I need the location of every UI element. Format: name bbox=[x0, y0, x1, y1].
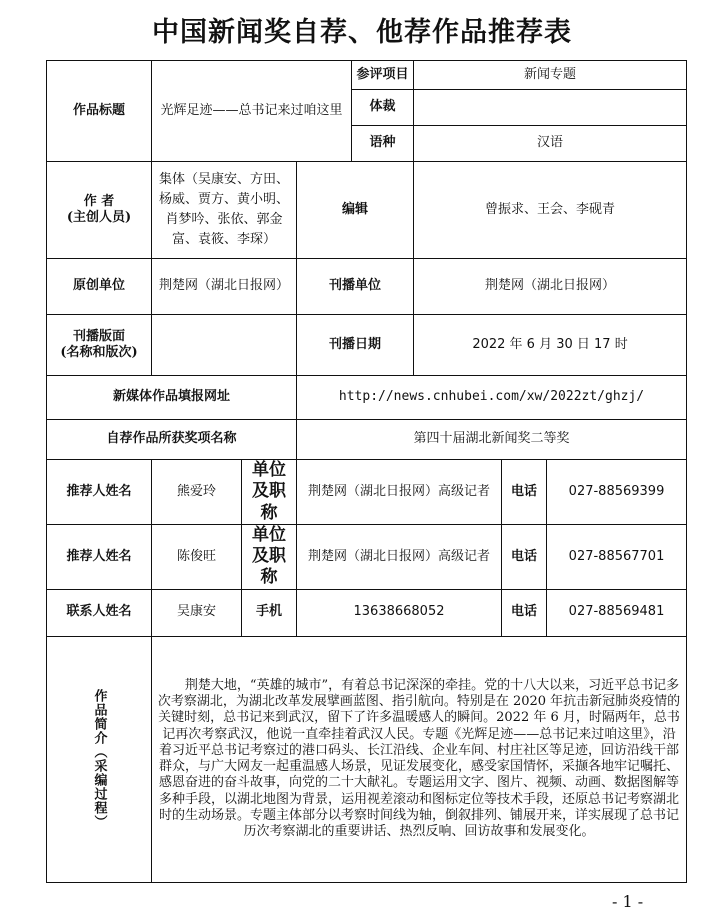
publish-page-label-main: 刊播版面 bbox=[72, 328, 125, 344]
author-label-sub: (主创人员) bbox=[66, 210, 132, 225]
publish-date-label: 刊播日期 bbox=[297, 315, 414, 376]
recommender-label: 推荐人姓名 bbox=[47, 524, 152, 589]
page-title: 中国新闻奖自荐、他荐作品推荐表 bbox=[152, 17, 572, 48]
work-title-value: 光辉足迹——总书记来过咱这里 bbox=[152, 61, 352, 162]
editor-label: 编辑 bbox=[297, 162, 414, 259]
recommender-phone-value: 027-88569399 bbox=[547, 460, 687, 525]
category-label: 参评项目 bbox=[352, 61, 414, 90]
genre-value bbox=[414, 90, 687, 126]
recommender-unit-label: 单位及职称 bbox=[242, 460, 297, 525]
publish-page-label-sub: (名称和版次) bbox=[60, 345, 138, 360]
recommender-name: 熊爱玲 bbox=[152, 460, 242, 525]
contact-mobile-label: 手机 bbox=[242, 589, 297, 636]
recommender-phone-label: 电话 bbox=[502, 460, 547, 525]
url-label: 新媒体作品填报网址 bbox=[47, 376, 297, 420]
contact-phone-value: 027-88569481 bbox=[547, 589, 687, 636]
author-label bbox=[47, 162, 152, 259]
author-label-main: 作 者 bbox=[83, 193, 115, 209]
url-value: http://news.cnhubei.com/xw/2022zt/ghzj/ bbox=[297, 376, 687, 420]
work-title-label: 作品标题 bbox=[47, 61, 152, 162]
author-value: 集体（吴康安、方田、杨威、贾方、黄小明、肖梦吟、张依、郭金富、袁筱、李琛） bbox=[152, 162, 297, 259]
contact-name: 吴康安 bbox=[152, 589, 242, 636]
recommender-phone-value: 027-88567701 bbox=[547, 524, 687, 589]
publish-page-value bbox=[152, 315, 297, 376]
contact-mobile-value: 13638668052 bbox=[297, 589, 502, 636]
publish-date-value: 2022 年 6 月 30 日 17 时 bbox=[414, 315, 687, 376]
intro-label-cell bbox=[47, 636, 152, 882]
language-value: 汉语 bbox=[414, 126, 687, 162]
publish-unit-value: 荆楚网（湖北日报网） bbox=[414, 259, 687, 315]
origin-unit-label: 原创单位 bbox=[47, 259, 152, 315]
publish-page-label bbox=[47, 315, 152, 376]
editor-value: 曾振求、王会、李砚青 bbox=[414, 162, 687, 259]
award-label: 自荐作品所获奖项名称 bbox=[47, 420, 297, 460]
language-label: 语种 bbox=[352, 126, 414, 162]
contact-phone-label: 电话 bbox=[502, 589, 547, 636]
recommender-unit-value: 荆楚网（湖北日报网）高级记者 bbox=[297, 524, 502, 589]
recommender-label: 推荐人姓名 bbox=[47, 460, 152, 525]
recommender-name: 陈俊旺 bbox=[152, 524, 242, 589]
origin-unit-value: 荆楚网（湖北日报网） bbox=[152, 259, 297, 315]
recommender-phone-label: 电话 bbox=[502, 524, 547, 589]
publish-unit-label: 刊播单位 bbox=[297, 259, 414, 315]
category-value: 新闻专题 bbox=[414, 61, 687, 90]
genre-label: 体裁 bbox=[352, 90, 414, 126]
contact-label: 联系人姓名 bbox=[47, 589, 152, 636]
recommender-unit-value: 荆楚网（湖北日报网）高级记者 bbox=[297, 460, 502, 525]
recommender-unit-label: 单位及职称 bbox=[242, 524, 297, 589]
intro-text: 荆楚大地，“英雄的城市”，有着总书记深深的牵挂。党的十八大以来，习近平总书记多次考察湖北，为湖北改革发展擘画蓝图、指引航向。特别是在 2020 年抗击新冠肺炎疫情的关键时刻，总书记来到武汉，留下了许多温暖感人的瞬间。2022 年 6 月，时隔两年，总书记再次考察武汉，他说一直牵挂着武汉人民。专题《光辉足迹——总书记来过咱这里》，沿着习近平总书记考察过的港口码头、长江沿线、企业车间、村庄社区等足迹，回访沿线干部群众，与广大网友一起重温感人场景，见证发展变化，感受家国情怀，采撷各地牢记嘱托、感恩奋进的奋斗故事，向党的二十大献礼。专题运用文字、图片、视频、动画、数据图解等多种手段，以湖北地图为背景，运用视差滚动和图标定位等技术手段，还原总书记考察湖北时的生动场景。专题主体部分以考察时间线为轴，倒叙排列、铺展开来，详实展现了总书记历次考察湖北的重要讲话、热烈反响、回访故事和发展变化。 bbox=[152, 636, 687, 882]
page-number: - 1 - bbox=[612, 892, 644, 911]
recommendation-form bbox=[46, 60, 687, 883]
award-value: 第四十届湖北新闻奖二等奖 bbox=[297, 420, 687, 460]
intro-label: 作品简介（采编过程） bbox=[91, 689, 107, 829]
